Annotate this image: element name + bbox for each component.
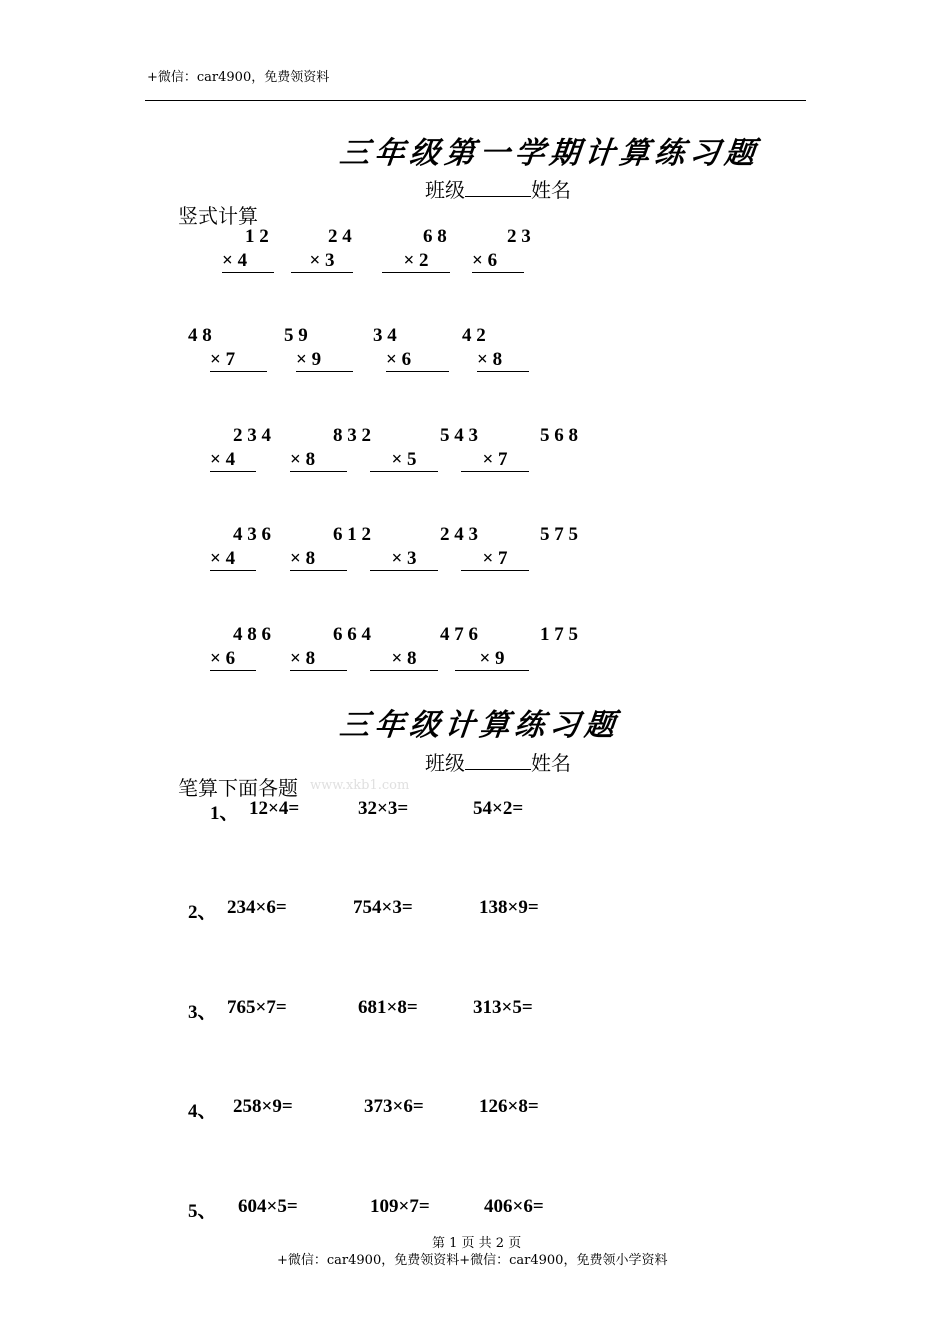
vertical-problem-multiplier: × 8 (290, 549, 347, 571)
vertical-problem-multiplier: × 7 (461, 549, 529, 571)
vertical-problem-top: 5 4 3 (440, 425, 478, 446)
vertical-problem-multiplier: × 3 (370, 549, 438, 571)
problem-item: 12×4= (249, 798, 300, 819)
vertical-problem-top: 1 2 (245, 226, 269, 247)
vertical-problem-top: 2 3 (507, 226, 531, 247)
problem-item: 234×6= (227, 897, 287, 918)
vertical-problem-multiplier: × 8 (370, 649, 438, 671)
header-divider (145, 100, 806, 101)
vertical-problem-top: 4 8 (188, 325, 212, 346)
problem-index: 3、 (188, 1002, 217, 1023)
vertical-problem-top: 4 8 6 (233, 624, 271, 645)
sheet2-title: 三年级计算练习题 (337, 708, 622, 743)
vertical-problem-top: 5 9 (284, 325, 308, 346)
watermark: www.xkb1.com (310, 778, 410, 793)
sheet2-section-label: 笔算下面各题 (178, 776, 298, 800)
problem-item: 109×7= (370, 1196, 430, 1217)
sheet1-class-name-field (425, 174, 571, 203)
problem-item: 754×3= (353, 897, 413, 918)
sheet1-class-blank (465, 178, 531, 197)
problem-item: 681×8= (358, 997, 418, 1018)
vertical-problem-multiplier: × 3 (291, 251, 353, 273)
sheet1-name-label: 姓名 (531, 178, 571, 202)
sheet2-class-label: 班级 (425, 751, 465, 775)
vertical-problem-top: 2 3 4 (233, 425, 271, 446)
vertical-problem-top: 6 8 (423, 226, 447, 247)
header-note: +微信：car4900，免费领资料 (147, 70, 330, 85)
footer-note: +微信：car4900，免费领资料+微信：car4900，免费领小学资料 (277, 1253, 668, 1268)
problem-item: 406×6= (484, 1196, 544, 1217)
vertical-problem-multiplier: × 6 (472, 251, 524, 273)
problem-item: 32×3= (358, 798, 409, 819)
problem-item: 258×9= (233, 1096, 293, 1117)
problem-index: 5、 (188, 1201, 217, 1222)
sheet2-name-label: 姓名 (531, 751, 571, 775)
problem-index: 2、 (188, 902, 217, 923)
vertical-problem-multiplier: × 8 (290, 450, 347, 472)
vertical-problem-multiplier: × 6 (386, 350, 449, 372)
sheet1-section-label: 竖式计算 (178, 204, 258, 228)
problem-item: 313×5= (473, 997, 533, 1018)
vertical-problem-top: 6 1 2 (333, 524, 371, 545)
vertical-problem-multiplier: × 2 (382, 251, 450, 273)
vertical-problem-top: 6 6 4 (333, 624, 371, 645)
problem-item: 604×5= (238, 1196, 298, 1217)
problem-item: 373×6= (364, 1096, 424, 1117)
problem-item: 126×8= (479, 1096, 539, 1117)
sheet1-title: 三年级第一学期计算练习题 (337, 136, 762, 171)
vertical-problem-top: 4 7 6 (440, 624, 478, 645)
vertical-problem-top: 4 3 6 (233, 524, 271, 545)
problem-item: 54×2= (473, 798, 524, 819)
vertical-problem-multiplier: × 6 (210, 649, 256, 671)
vertical-problem-multiplier: × 5 (370, 450, 438, 472)
vertical-problem-top: 1 7 5 (540, 624, 578, 645)
problem-item: 138×9= (479, 897, 539, 918)
vertical-problem-multiplier: × 4 (210, 549, 256, 571)
vertical-problem-multiplier: × 7 (461, 450, 529, 472)
vertical-problem-multiplier: × 9 (455, 649, 529, 671)
vertical-problem-top: 4 2 (462, 325, 486, 346)
vertical-problem-multiplier: × 9 (296, 350, 353, 372)
vertical-problem-multiplier: × 4 (222, 251, 274, 273)
sheet2-class-name-field (425, 747, 571, 776)
problem-item: 765×7= (227, 997, 287, 1018)
vertical-problem-multiplier: × 8 (290, 649, 347, 671)
page-number: 第 1 页 共 2 页 (432, 1236, 522, 1251)
vertical-problem-top: 5 7 5 (540, 524, 578, 545)
vertical-problem-multiplier: × 7 (210, 350, 267, 372)
problem-index: 4、 (188, 1101, 217, 1122)
vertical-problem-top: 2 4 (328, 226, 352, 247)
vertical-problem-top: 5 6 8 (540, 425, 578, 446)
sheet2-class-blank (465, 751, 531, 770)
vertical-problem-top: 3 4 (373, 325, 397, 346)
vertical-problem-multiplier: × 8 (477, 350, 529, 372)
sheet1-class-label: 班级 (425, 178, 465, 202)
vertical-problem-top: 2 4 3 (440, 524, 478, 545)
problem-index: 1、 (210, 803, 239, 824)
vertical-problem-multiplier: × 4 (210, 450, 256, 472)
vertical-problem-top: 8 3 2 (333, 425, 371, 446)
